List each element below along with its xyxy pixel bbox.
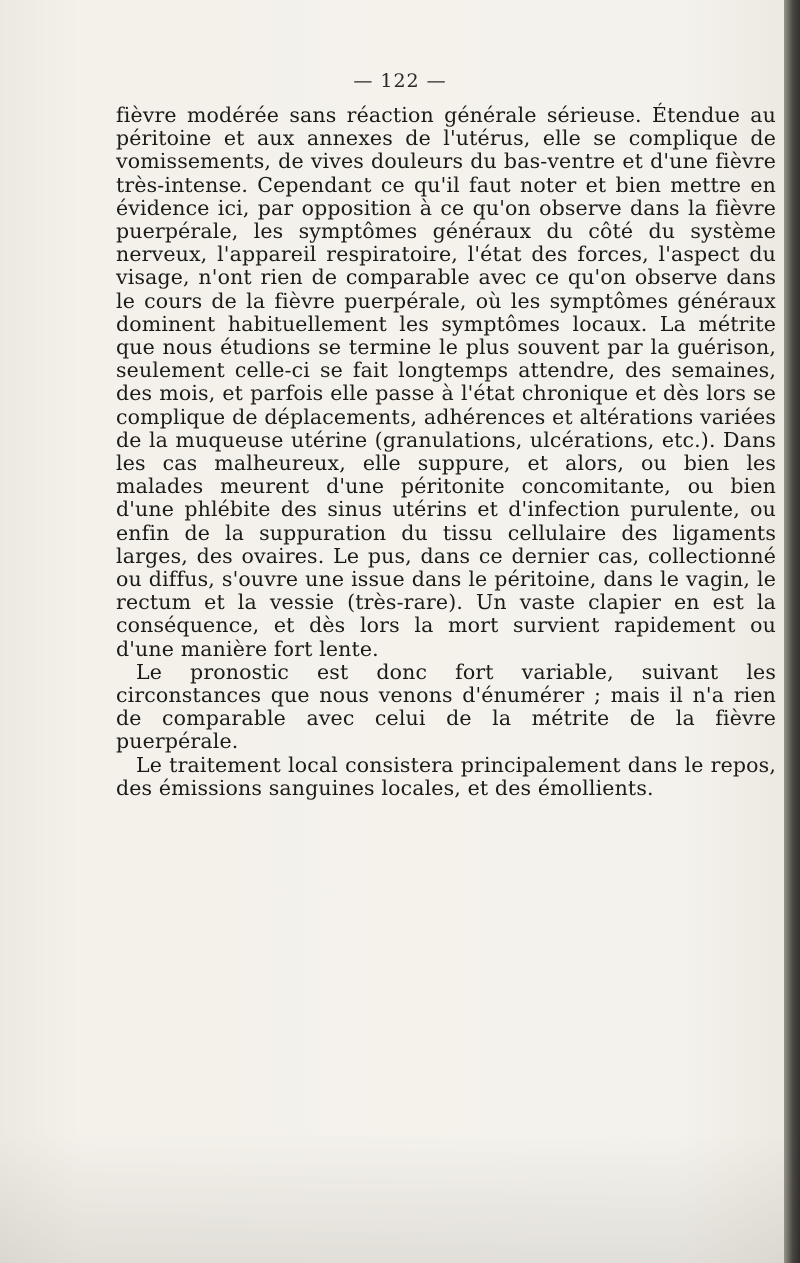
paragraph-continuation: fièvre modérée sans réaction générale sérieuse. Étendue au péritoine et aux annexes de l'utérus, elle se complique de vomissements, de vives douleurs du bas-ventre et d'une fièvre très-intense. Cependant ce qu'il faut noter et bien mettre en évidence ici, par opposition à ce qu'on observe dans la fièvre puerpérale, les symptômes généraux du côté du système nerveux, l'appareil respiratoire, l'état des forces, l'aspect du visage, n'ont rien de comparable avec ce qu'on observe dans le cours de la fièvre puerpérale, où les symptômes généraux dominent habituellement les symptômes locaux. La métrite que nous étudions se termine le plus souvent par la guérison, seulement celle-ci se fait longtemps attendre, des semaines, des mois, et parfois elle passe à l'état chronique et dès lors se complique de déplacements, adhérences et altérations variées de la muqueuse utérine (granulations, ulcérations, etc.). Dans les cas malheureux, elle suppure, et alors, ou bien les malades meurent d'une péritonite concomitante, ou bien d'une phlébite des sinus utérins et d'infection purulente, ou enfin de la suppuration du tissu cellulaire des ligaments larges, des ovaires. Le pus, dans ce dernier cas, collectionné ou diffus, s'ouvre une issue dans le péritoine, dans le vagin, le rectum et la vessie (très-rare). Un vaste clapier en est la conséquence, et dès lors la mort survient rapidement ou d'une manière fort lente. <box>116 103 776 661</box>
book-binding-edge <box>784 0 800 1263</box>
paragraph-pronostic: Le pronostic est donc fort variable, suivant les circonstances que nous venons d'énumérer ; mais il n'a rien de comparable avec celui de la métrite de la fièvre puerpérale. <box>116 659 776 754</box>
body-text <box>116 104 776 800</box>
page-bottom-shadow <box>0 1133 800 1263</box>
paragraph-traitement: Le traitement local consistera principalement dans le repos, des émissions sanguines locales, et des émollients. <box>116 752 776 800</box>
page-number: — 122 — <box>353 70 447 92</box>
